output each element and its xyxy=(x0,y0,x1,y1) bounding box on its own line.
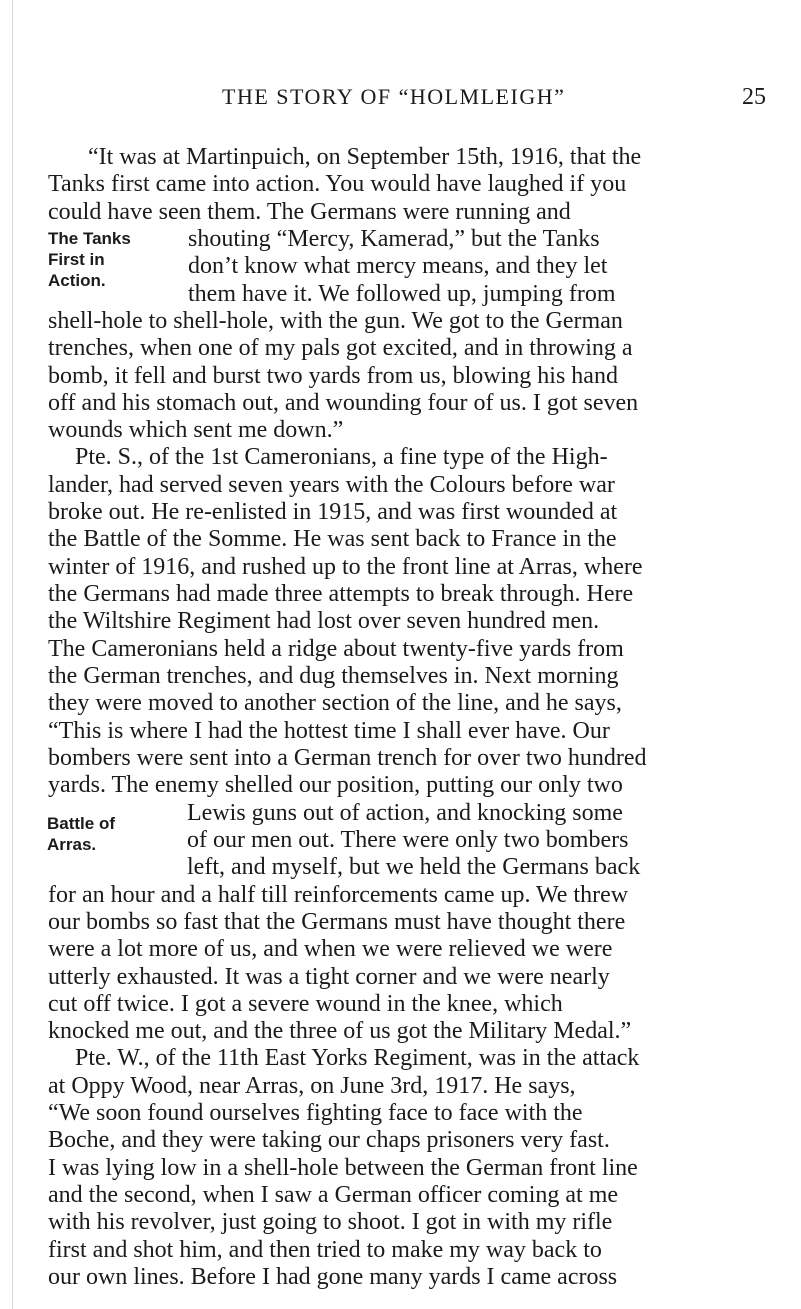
text-line: the Wiltshire Regiment had lost over seven hundred men. xyxy=(48,608,600,634)
text-line: shouting “Mercy, Kamerad,” but the Tanks xyxy=(188,226,600,252)
text-line: trenches, when one of my pals got excited, and in throwing a xyxy=(48,335,633,361)
text-line: our bombs so fast that the Germans must have thought there xyxy=(48,909,626,935)
text-line: the German trenches, and dug themselves in. Next morning xyxy=(48,663,619,689)
margin-note-line: Battle of xyxy=(47,814,115,833)
text-line: shell-hole to shell-hole, with the gun. We got to the German xyxy=(48,308,623,334)
running-head xyxy=(0,84,801,112)
text-line: utterly exhausted. It was a tight corner and we were nearly xyxy=(48,964,610,990)
text-line: at Oppy Wood, near Arras, on June 3rd, 1917. He says, xyxy=(48,1073,576,1099)
margin-note-tanks xyxy=(48,228,131,291)
text-line: lander, had served seven years with the Colours before war xyxy=(48,472,615,498)
margin-note-line: The Tanks xyxy=(48,229,131,248)
text-line: “This is where I had the hottest time I shall ever have. Our xyxy=(48,718,610,744)
margin-note-line: Arras. xyxy=(47,835,97,854)
text-line: Tanks first came into action. You would have laughed if you xyxy=(48,171,627,197)
text-line: our own lines. Before I had gone many yards I came across xyxy=(48,1264,618,1290)
text-line: Boche, and they were taking our chaps prisoners very fast. xyxy=(48,1127,610,1153)
text-line: cut off twice. I got a severe wound in the knee, which xyxy=(48,991,563,1017)
text-line: of our men out. There were only two bombers xyxy=(187,827,629,853)
text-line: Pte. W., of the 11th East Yorks Regiment, was in the attack xyxy=(75,1045,640,1071)
text-line: The Cameronians held a ridge about twenty-five yards from xyxy=(48,636,624,662)
text-line: could have seen them. The Germans were running and xyxy=(48,199,571,225)
text-line: the Battle of the Somme. He was sent back to France in the xyxy=(48,526,617,552)
text-line: Pte. S., of the 1st Cameronians, a fine type of the High- xyxy=(75,444,608,470)
text-line: “We soon found ourselves fighting face to face with the xyxy=(48,1100,583,1126)
text-line: the Germans had made three attempts to break through. Here xyxy=(48,581,634,607)
text-line: bomb, it fell and burst two yards from us, blowing his hand xyxy=(48,363,618,389)
page-number: 25 xyxy=(742,84,766,110)
text-line: “It was at Martinpuich, on September 15th, 1916, that the xyxy=(88,144,642,170)
text-line: they were moved to another section of the line, and he says, xyxy=(48,690,622,716)
text-line: with his revolver, just going to shoot. I got in with my rifle xyxy=(48,1209,613,1235)
text-line: and the second, when I saw a German officer coming at me xyxy=(48,1182,619,1208)
text-line: yards. The enemy shelled our position, putting our only two xyxy=(48,772,623,798)
margin-note-line: Action. xyxy=(48,271,106,290)
text-line: were a lot more of us, and when we were relieved we were xyxy=(48,936,613,962)
text-line: knocked me out, and the three of us got the Military Medal.” xyxy=(48,1018,632,1044)
text-line: Lewis guns out of action, and knocking some xyxy=(187,800,623,826)
text-line: wounds which sent me down.” xyxy=(48,417,344,443)
text-line: bombers were sent into a German trench for over two hundred xyxy=(48,745,647,771)
text-line: winter of 1916, and rushed up to the front line at Arras, where xyxy=(48,554,643,580)
text-line: broke out. He re-enlisted in 1915, and was first wounded at xyxy=(48,499,618,525)
text-line: left, and myself, but we held the Germans back xyxy=(187,854,641,880)
running-title: THE STORY OF “HOLMLEIGH” xyxy=(222,84,566,109)
margin-note-arras xyxy=(47,813,115,855)
text-line: I was lying low in a shell-hole between the German front line xyxy=(48,1155,638,1181)
text-line: off and his stomach out, and wounding four of us. I got seven xyxy=(48,390,639,416)
page-edge-line xyxy=(12,0,13,1309)
text-line: for an hour and a half till reinforcements came up. We threw xyxy=(48,882,629,908)
text-line: don’t know what mercy means, and they let xyxy=(188,253,608,279)
text-line: first and shot him, and then tried to make my way back to xyxy=(48,1237,602,1263)
margin-note-line: First in xyxy=(48,250,105,269)
text-line: them have it. We followed up, jumping from xyxy=(188,281,616,307)
